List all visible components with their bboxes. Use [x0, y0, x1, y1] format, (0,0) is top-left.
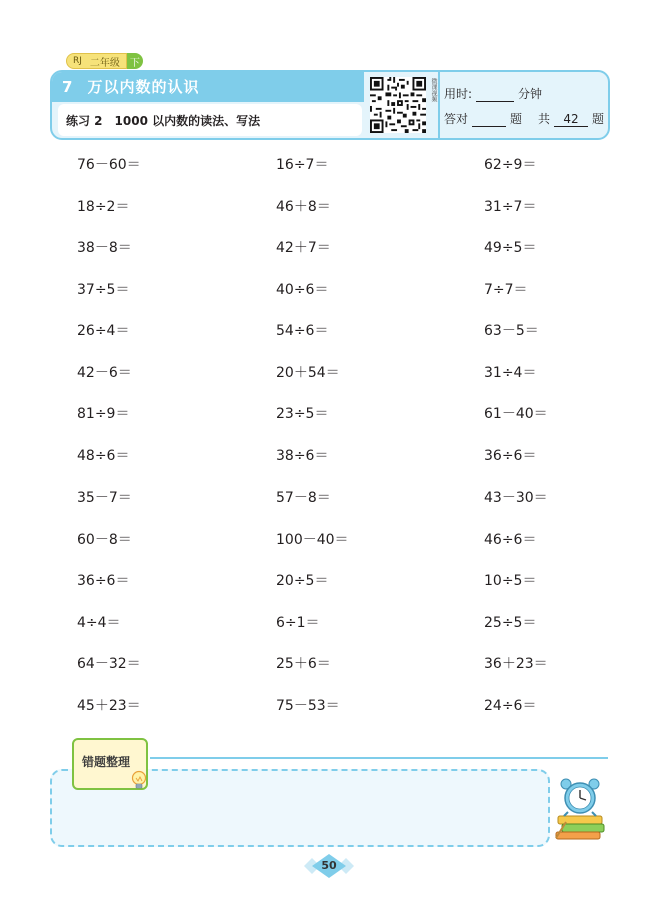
grade-label: 二年级	[89, 57, 120, 69]
problem-item: 31÷4＝	[484, 365, 537, 381]
total-unit: 题	[592, 112, 605, 126]
total-value: 42	[554, 113, 588, 127]
problem-item: 54÷6＝	[276, 323, 329, 339]
time-label: 用时:	[444, 87, 473, 101]
problem-item: 36÷6＝	[484, 448, 537, 464]
qr-side-text: 微课视频	[430, 78, 437, 102]
problem-item: 37÷5＝	[77, 282, 130, 298]
lesson-number: 练习 2	[66, 114, 103, 128]
problem-item: 75－53＝	[276, 698, 340, 714]
problem-item: 6÷1＝	[276, 615, 320, 631]
question-unit: 题	[510, 112, 523, 126]
problem-item: 20÷5＝	[276, 573, 329, 589]
problem-item: 38－8＝	[77, 240, 132, 256]
problem-item: 46÷6＝	[484, 532, 537, 548]
problem-item: 49÷5＝	[484, 240, 537, 256]
problem-item: 46＋8＝	[276, 199, 331, 215]
grade-prefix: RJ	[73, 56, 82, 66]
problem-item: 61－40＝	[484, 406, 548, 422]
alarm-clock-books-icon	[554, 776, 610, 840]
problem-item: 36÷6＝	[77, 573, 130, 589]
chapter-number: 7	[62, 78, 74, 96]
problem-item: 31÷7＝	[484, 199, 537, 215]
problem-item: 38÷6＝	[276, 448, 329, 464]
problem-item: 62÷9＝	[484, 157, 537, 173]
grade-suffix: 下	[127, 53, 143, 69]
problem-item: 25÷5＝	[484, 615, 537, 631]
problem-item: 23÷5＝	[276, 406, 329, 422]
problem-item: 42－6＝	[77, 365, 132, 381]
problem-item: 81÷9＝	[77, 406, 130, 422]
problem-item: 16÷7＝	[276, 157, 329, 173]
problem-item: 64－32＝	[77, 656, 141, 672]
problem-item: 24÷6＝	[484, 698, 537, 714]
time-unit: 分钟	[518, 87, 543, 101]
error-section-title: 错题整理	[82, 755, 131, 769]
page-number-text: 50	[321, 859, 337, 872]
problem-item: 7÷7＝	[484, 282, 528, 298]
problem-item: 76－60＝	[77, 157, 141, 173]
chapter-name: 万以内数的认识	[87, 78, 200, 96]
problem-item: 25＋6＝	[276, 656, 331, 672]
problem-item: 45＋23＝	[77, 698, 141, 714]
problem-item: 48÷6＝	[77, 448, 130, 464]
problem-item: 40÷6＝	[276, 282, 329, 298]
problem-item: 36＋23＝	[484, 656, 548, 672]
lesson-name: 1000 以内数的读法、写法	[114, 114, 261, 128]
problem-item: 57－8＝	[276, 490, 331, 506]
problem-item: 100－40＝	[276, 532, 349, 548]
problem-item: 4÷4＝	[77, 615, 121, 631]
correct-label: 答对	[444, 112, 469, 126]
error-section-line	[150, 757, 608, 759]
problem-item: 10÷5＝	[484, 573, 537, 589]
problem-item: 60－8＝	[77, 532, 132, 548]
problem-item: 35－7＝	[77, 490, 132, 506]
problem-item: 42＋7＝	[276, 240, 331, 256]
problem-item: 26÷4＝	[77, 323, 130, 339]
problem-item: 63－5＝	[484, 323, 539, 339]
problem-item: 43－30＝	[484, 490, 548, 506]
page-number	[304, 853, 354, 879]
problem-item: 20＋54＝	[276, 365, 340, 381]
problem-item: 18÷2＝	[77, 199, 130, 215]
total-label: 共	[538, 112, 551, 126]
lightbulb-icon	[130, 770, 148, 792]
